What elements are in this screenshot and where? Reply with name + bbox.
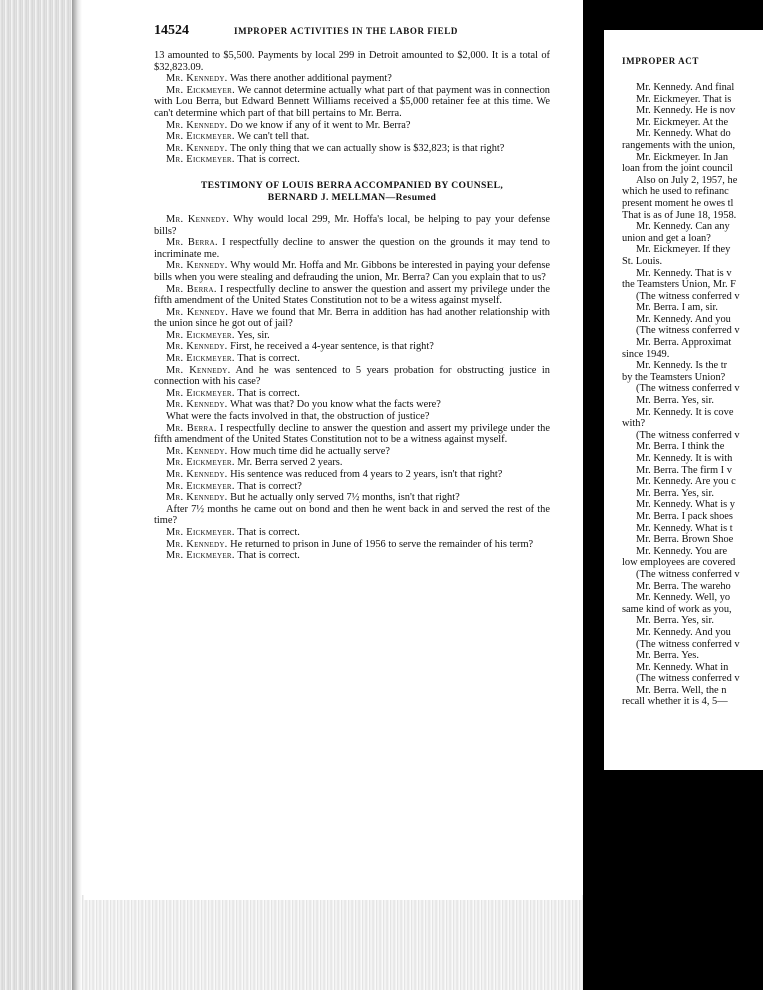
paragraph-text: What were the facts involved in that, the obstruction of justice? <box>166 411 430 423</box>
paragraph <box>154 330 550 342</box>
right-text-line: Mr. Kennedy. What is y <box>636 499 735 511</box>
right-text-line: Mr. Kennedy. Is the tr <box>636 360 728 372</box>
running-head: IMPROPER ACTIVITIES IN THE LABOR FIELD <box>234 26 458 36</box>
paragraph <box>154 550 550 562</box>
speaker-name: Mr. Eickmeyer. <box>166 131 235 143</box>
paragraph <box>154 388 550 400</box>
page-stack-edge <box>82 895 602 990</box>
speaker-name: Mr. Kennedy. <box>166 213 230 225</box>
speaker-name: Mr. Kennedy. <box>166 492 228 504</box>
right-text-line: Mr. Berra. Well, the n <box>636 684 727 696</box>
right-text-line: Mr. Kennedy. And you <box>636 626 731 638</box>
right-text-line: Mr. Kennedy. Well, yo <box>636 592 731 604</box>
paragraph <box>154 411 550 423</box>
right-text-line: Mr. Berra. Yes, sir. <box>636 487 714 499</box>
paragraph-text: I respectfully decline to answer the question and assert my privilege under the fifth amendment of the United States Constitution not to be a witness against myself. <box>154 422 550 446</box>
paragraph <box>154 260 550 283</box>
right-text-line: Mr. Eickmeyer. At the <box>636 116 729 128</box>
right-text-line: (The witness conferred v <box>636 325 740 337</box>
speaker-name: Mr. Eickmeyer. <box>166 526 235 538</box>
right-text-line: Mr. Kennedy. And final <box>636 82 735 93</box>
right-text-line: Mr. Berra. Yes, sir. <box>636 615 714 627</box>
paragraph-text: But he actually only served 7½ months, isn't that right? <box>227 492 460 504</box>
paragraph <box>154 353 550 365</box>
paragraph <box>154 527 550 539</box>
right-text-line: Mr. Berra. The firm I v <box>636 464 732 476</box>
right-text-line: since 1949. <box>622 348 670 360</box>
right-text-line: present moment he owes tl <box>622 197 734 209</box>
paragraph-text: I respectfully decline to answer the question and assert my privilege under the fifth amendment of the United States Constitution not to be a witess against myself. <box>154 283 550 307</box>
right-text-line: Mr. Eickmeyer. If they <box>636 244 731 256</box>
paragraph-text: He returned to prison in June of 1956 to serve the remainder of his term? <box>227 538 534 550</box>
right-text-line: Mr. Berra. The wareho <box>636 580 731 592</box>
paragraph <box>154 469 550 481</box>
right-text-line: recall whether it is 4, 5— <box>622 696 728 708</box>
right-text-line: Mr. Berra. Yes. <box>636 650 699 662</box>
right-text-line: union and get a loan? <box>622 232 711 244</box>
right-text-line: Mr. Kennedy. That is v <box>636 267 732 279</box>
paragraph <box>154 539 550 551</box>
right-text-line: Also on July 2, 1957, he <box>636 174 738 186</box>
speaker-name: Mr. Kennedy. <box>166 119 228 131</box>
paragraph-text: First, he received a 4-year sentence, is that right? <box>227 341 434 353</box>
right-text-line: Mr. Berra. I pack shoes <box>636 510 733 522</box>
right-text-line: Mr. Kennedy. It is cove <box>636 406 734 418</box>
paragraph <box>154 50 550 73</box>
speaker-name: Mr. Kennedy. <box>166 399 228 411</box>
right-text-line: loan from the joint council <box>622 163 733 175</box>
right-text-line: Mr. Berra. Brown Shoe <box>636 534 734 546</box>
right-page <box>604 30 763 770</box>
paragraph <box>154 307 550 330</box>
text-column <box>154 50 550 562</box>
paragraph-text: That is correct. <box>234 526 300 538</box>
paragraph <box>154 237 550 260</box>
speaker-name: Mr. Berra. <box>166 283 217 295</box>
paragraph <box>154 341 550 353</box>
paragraph-text: That is correct. <box>234 154 300 166</box>
right-text-line: low employees are covered <box>622 557 736 569</box>
paragraph <box>154 85 550 120</box>
right-text-line: Mr. Kennedy. You are <box>636 545 728 557</box>
speaker-name: Mr. Kennedy. <box>166 142 228 154</box>
paragraph-text: Why would local 299, Mr. Hoffa's local, be helping to pay your defense bills? <box>154 213 550 237</box>
right-text-line: St. Louis. <box>622 255 663 267</box>
paragraph-text: That is correct? <box>234 480 302 492</box>
speaker-name: Mr. Eickmeyer. <box>166 353 235 365</box>
paragraph-text: I respectfully decline to answer the question on the grounds it may tend to incriminate me. <box>154 237 550 260</box>
paragraph <box>154 446 550 458</box>
right-text-line: Mr. Kennedy. What do <box>636 128 731 140</box>
speaker-name: Mr. Eickmeyer. <box>166 154 235 166</box>
paragraph-text: Was there another additional payment? <box>227 73 392 85</box>
heading-line-1: TESTIMONY OF LOUIS BERRA ACCOMPANIED BY COUNSEL, <box>200 179 504 191</box>
page-number: 14524 <box>154 23 189 38</box>
speaker-name: Mr. Eickmeyer. <box>166 387 235 399</box>
paragraph-text: Yes, sir. <box>234 329 270 341</box>
paragraph-text: Mr. Berra served 2 years. <box>234 457 343 469</box>
speaker-name: Mr. Eickmeyer. <box>166 84 235 96</box>
paragraph <box>154 214 550 237</box>
right-text-line: That is as of June 18, 1958. <box>622 209 737 221</box>
right-text-line: Mr. Berra. Yes, sir. <box>636 395 714 407</box>
paragraph <box>154 154 550 166</box>
right-text-line: (The witness conferred v <box>636 673 740 685</box>
paragraph-text: That is correct. <box>234 387 300 399</box>
right-running-head: IMPROPER ACT <box>622 56 699 66</box>
right-text-line: which he used to refinanc <box>622 186 729 198</box>
paragraph <box>154 73 550 85</box>
paragraph-text: His sentence was reduced from 4 years to 2 years, isn't that right? <box>227 469 503 480</box>
right-text-line: (The witness conferred v <box>636 638 740 650</box>
paragraph-text: And he was sentenced to 5 years probation for obstructing justice in connection with his case? <box>154 364 550 388</box>
page-curl-shadow <box>72 0 82 990</box>
speaker-name: Mr. Kennedy. <box>166 445 228 457</box>
right-text-column <box>622 82 763 708</box>
heading-line-2: BERNARD J. MELLMAN—Resumed <box>267 191 437 203</box>
speaker-name: Mr. Kennedy. <box>166 469 228 480</box>
right-text-line: by the Teamsters Union? <box>622 371 726 383</box>
right-text-line: rangements with the union, <box>622 139 736 151</box>
speaker-name: Mr. Eickmeyer. <box>166 480 235 492</box>
paragraph-text: After 7½ months he came out on bond and then he went back in and served the rest of the time? <box>154 503 550 527</box>
right-text-line: Mr. Kennedy. Can any <box>636 221 730 233</box>
paragraph-text: We can't tell that. <box>234 131 310 143</box>
right-text-line: Mr. Eickmeyer. In Jan <box>636 151 729 163</box>
paragraph-text: Do we know if any of it went to Mr. Berra? <box>227 119 411 131</box>
paragraph-text: Why would Mr. Hoffa and Mr. Gibbons be interested in paying your defense bills when you were stealing and defrauding the union, Mr. Berra? Can you explain that to us? <box>154 260 550 283</box>
right-text-line: same kind of work as you, <box>622 603 732 615</box>
right-text-line: (The witness conferred v <box>636 383 740 395</box>
right-text-line: Mr. Kennedy. What in <box>636 661 729 673</box>
right-text-line: the Teamsters Union, Mr. F <box>622 279 736 291</box>
testimony-heading <box>154 180 550 204</box>
right-text-line: (The witness conferred v <box>636 290 740 302</box>
right-text-line: Mr. Kennedy. He is nov <box>636 105 736 117</box>
paragraph <box>154 504 550 527</box>
paragraph-text: We cannot determine actually what part of that payment was in connection with Lou Berra, but Edward Bennett Williams received a $5,000 retainer fee at this time. We can't determine which part of that bill pertains to Mr. Berra. <box>154 84 550 119</box>
paragraph <box>154 492 550 504</box>
paragraph-text: The only thing that we can actually show is $32,823; is that right? <box>227 142 505 154</box>
paragraph <box>154 120 550 132</box>
right-text-line: Mr. Kennedy. It is with <box>636 453 733 464</box>
speaker-name: Mr. Kennedy. <box>166 538 228 550</box>
speaker-name: Mr. Berra. <box>166 237 218 249</box>
speaker-name: Mr. Eickmeyer. <box>166 550 235 562</box>
speaker-name: Mr. Eickmeyer. <box>166 457 235 469</box>
paragraph <box>154 365 550 388</box>
page-header <box>154 23 574 39</box>
speaker-name: Mr. Kennedy. <box>166 364 231 376</box>
right-text-line: Mr. Berra. Approximat <box>636 337 732 349</box>
paragraph-group-after <box>154 214 550 562</box>
speaker-name: Mr. Kennedy. <box>166 306 229 318</box>
paragraph-text: How much time did he actually serve? <box>227 445 391 457</box>
paragraph-text: 13 amounted to $5,500. Payments by local 299 in Detroit amounted to $2,000. It is a total of $32,823.09. <box>154 50 550 73</box>
paragraph <box>154 481 550 493</box>
speaker-name: Mr. Kennedy. <box>166 260 228 272</box>
right-text-line: Mr. Kennedy. What is t <box>636 522 733 534</box>
speaker-name: Mr. Kennedy. <box>166 341 228 353</box>
paragraph <box>154 143 550 155</box>
paragraph-text: What was that? Do you know what the facts were? <box>227 399 441 411</box>
speaker-name: Mr. Berra. <box>166 422 217 434</box>
paragraph-text: That is correct. <box>234 353 300 365</box>
paragraph <box>154 399 550 411</box>
paragraph <box>154 131 550 143</box>
paragraph <box>154 457 550 469</box>
paragraph-text: Have we found that Mr. Berra in addition has had another relationship with the union since he got out of jail? <box>154 306 551 330</box>
paragraph-group-before <box>154 50 550 166</box>
left-page <box>84 23 582 900</box>
paragraph-text: That is correct. <box>234 550 300 562</box>
right-text-line: with? <box>622 418 646 430</box>
book-binding <box>0 0 72 990</box>
paragraph <box>154 284 550 307</box>
right-text-line: Mr. Kennedy. Are you c <box>636 476 736 488</box>
right-text-line: Mr. Eickmeyer. That is <box>636 93 732 105</box>
right-text-line: (The witness conferred v <box>636 429 740 441</box>
paragraph <box>154 423 550 446</box>
speaker-name: Mr. Eickmeyer. <box>166 329 235 341</box>
speaker-name: Mr. Kennedy. <box>166 73 228 85</box>
right-text-line: (The witness conferred v <box>636 568 740 580</box>
right-text-line: Mr. Berra. I think the <box>636 441 725 453</box>
right-text-line: Mr. Berra. I am, sir. <box>636 302 718 314</box>
right-text-line: Mr. Kennedy. And you <box>636 313 731 325</box>
